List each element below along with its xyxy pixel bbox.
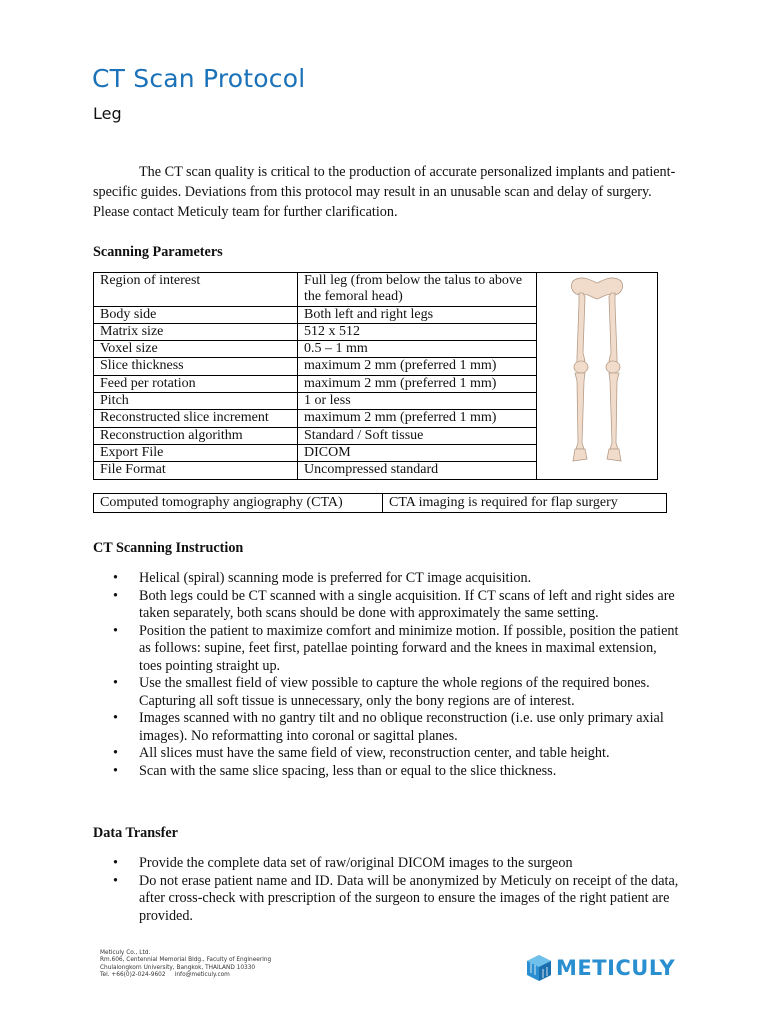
- leg-illustration-cell: [537, 273, 658, 480]
- param-label: Feed per rotation: [94, 375, 298, 392]
- data-transfer-heading: Data Transfer: [93, 825, 178, 841]
- bullet-icon: •: [113, 675, 118, 691]
- list-item: [93, 675, 683, 710]
- bullet-icon: •: [113, 622, 118, 639]
- footer-address-line-2: Chulalongkorn University, Bangkok, THAILAND 10330: [100, 964, 256, 971]
- param-label: File Format: [94, 462, 298, 479]
- right-knee-shape: [606, 361, 620, 373]
- cta-table: [93, 493, 667, 513]
- list-item: [93, 763, 683, 781]
- right-femur-shape: [609, 293, 617, 363]
- param-label: Matrix size: [94, 323, 298, 340]
- param-label: Export File: [94, 444, 298, 461]
- scanning-parameters-table: [93, 272, 658, 480]
- ct-instruction-list: [93, 570, 683, 780]
- list-item-text: Provide the complete data set of raw/original DICOM images to the surgeon: [139, 855, 573, 871]
- list-item-text: Both legs could be CT scanned with a single acquisition. If CT scans of left and right sides are taken separately, both scans should be done with approximately the same setting.: [139, 587, 675, 621]
- param-label: Reconstruction algorithm: [94, 427, 298, 444]
- param-value: maximum 2 mm (preferred 1 mm): [298, 375, 537, 392]
- list-item-text: Use the smallest field of view possible to capture the whole regions of the required bones. Capturing all soft tissue is unnecessary, only the bony regions are of interest.: [139, 675, 650, 709]
- list-item-text: All slices must have the same field of view, reconstruction center, and table height.: [139, 745, 610, 761]
- param-label: Reconstructed slice increment: [94, 410, 298, 427]
- list-item-text: Helical (spiral) scanning mode is preferred for CT image acquisition.: [139, 570, 532, 586]
- param-value: Both left and right legs: [298, 306, 537, 323]
- list-item: [93, 623, 683, 676]
- list-item-text: Scan with the same slice spacing, less than or equal to the slice thickness.: [139, 762, 557, 779]
- left-tibia-shape: [575, 373, 585, 449]
- cta-value: CTA imaging is required for flap surgery: [383, 494, 667, 513]
- cube-logo-icon: [526, 954, 552, 982]
- list-item: [93, 873, 683, 926]
- right-tibia-shape: [609, 373, 619, 449]
- param-value: 1 or less: [298, 393, 537, 410]
- right-foot-shape: [607, 449, 621, 461]
- param-label: Body side: [94, 306, 298, 323]
- bullet-icon: •: [113, 710, 118, 726]
- list-item-text: Images scanned with no gantry tilt and no oblique reconstruction (i.e. use only primary axial images). No reformatting into coronal or sagittal planes.: [139, 710, 664, 744]
- param-value: DICOM: [298, 444, 537, 461]
- list-item: [93, 570, 683, 588]
- cta-label: Computed tomography angiography (CTA): [94, 494, 383, 513]
- param-value: maximum 2 mm (preferred 1 mm): [298, 410, 537, 427]
- list-item: [93, 710, 683, 745]
- intro-paragraph: The CT scan quality is critical to the production of accurate personalized implants and patient-specific guides. Deviations from this protocol may result in an unusable scan and delay of surgery. Please contact Meticuly team for further clarification.: [93, 164, 676, 220]
- data-transfer-list: [93, 855, 683, 925]
- list-item-text: Position the patient to maximize comfort and minimize motion. If possible, position the patient as follows: supine, feet first, patellae pointing forward and the knees in maximal extension, toes pointing straight up.: [139, 622, 679, 674]
- bullet-icon: •: [113, 745, 118, 761]
- scanning-parameters-heading: Scanning Parameters: [93, 244, 223, 260]
- bullet-icon: •: [113, 587, 118, 604]
- page-subtitle: Leg: [93, 104, 122, 123]
- left-knee-shape: [574, 361, 588, 373]
- list-item: [93, 855, 683, 873]
- list-item: [93, 745, 683, 763]
- param-label: Pitch: [94, 393, 298, 410]
- left-foot-shape: [573, 449, 587, 461]
- param-value: Standard / Soft tissue: [298, 427, 537, 444]
- table-row: [94, 273, 658, 307]
- param-label: Region of interest: [94, 273, 298, 307]
- param-value: 512 x 512: [298, 323, 537, 340]
- list-item: [93, 588, 683, 623]
- left-femur-shape: [577, 293, 585, 363]
- leg-bones-illustration: [537, 273, 657, 473]
- param-value: 0.5 – 1 mm: [298, 341, 537, 358]
- param-value: Uncompressed standard: [298, 462, 537, 479]
- bullet-icon: •: [113, 762, 118, 779]
- param-label: Slice thickness: [94, 358, 298, 375]
- param-label: Voxel size: [94, 341, 298, 358]
- list-item-text: Do not erase patient name and ID. Data will be anonymized by Meticuly on receipt of the data, after cross-check with prescription of the surgeon to ensure the images of the right patient are provided.: [139, 872, 679, 924]
- param-value: Full leg (from below the talus to above the femoral head): [298, 273, 537, 307]
- footer-company: Meticuly Co., Ltd.: [100, 950, 151, 956]
- page-title: CT Scan Protocol: [92, 64, 306, 93]
- table-row: [94, 494, 667, 513]
- footer-address-line-1: Rm.606, Centennial Memorial Bldg., Faculty of Engineering: [100, 957, 272, 964]
- footer-address: [100, 950, 271, 980]
- bullet-icon: •: [113, 570, 118, 586]
- bullet-icon: •: [113, 855, 118, 871]
- footer-contact: Tel. +66(0)2-024-9602 info@meticuly.com: [100, 972, 230, 979]
- meticuly-logo: [526, 954, 675, 982]
- bullet-icon: •: [113, 872, 118, 889]
- param-value: maximum 2 mm (preferred 1 mm): [298, 358, 537, 375]
- logo-text: METICULY: [556, 956, 676, 980]
- ct-instruction-heading: CT Scanning Instruction: [93, 540, 244, 556]
